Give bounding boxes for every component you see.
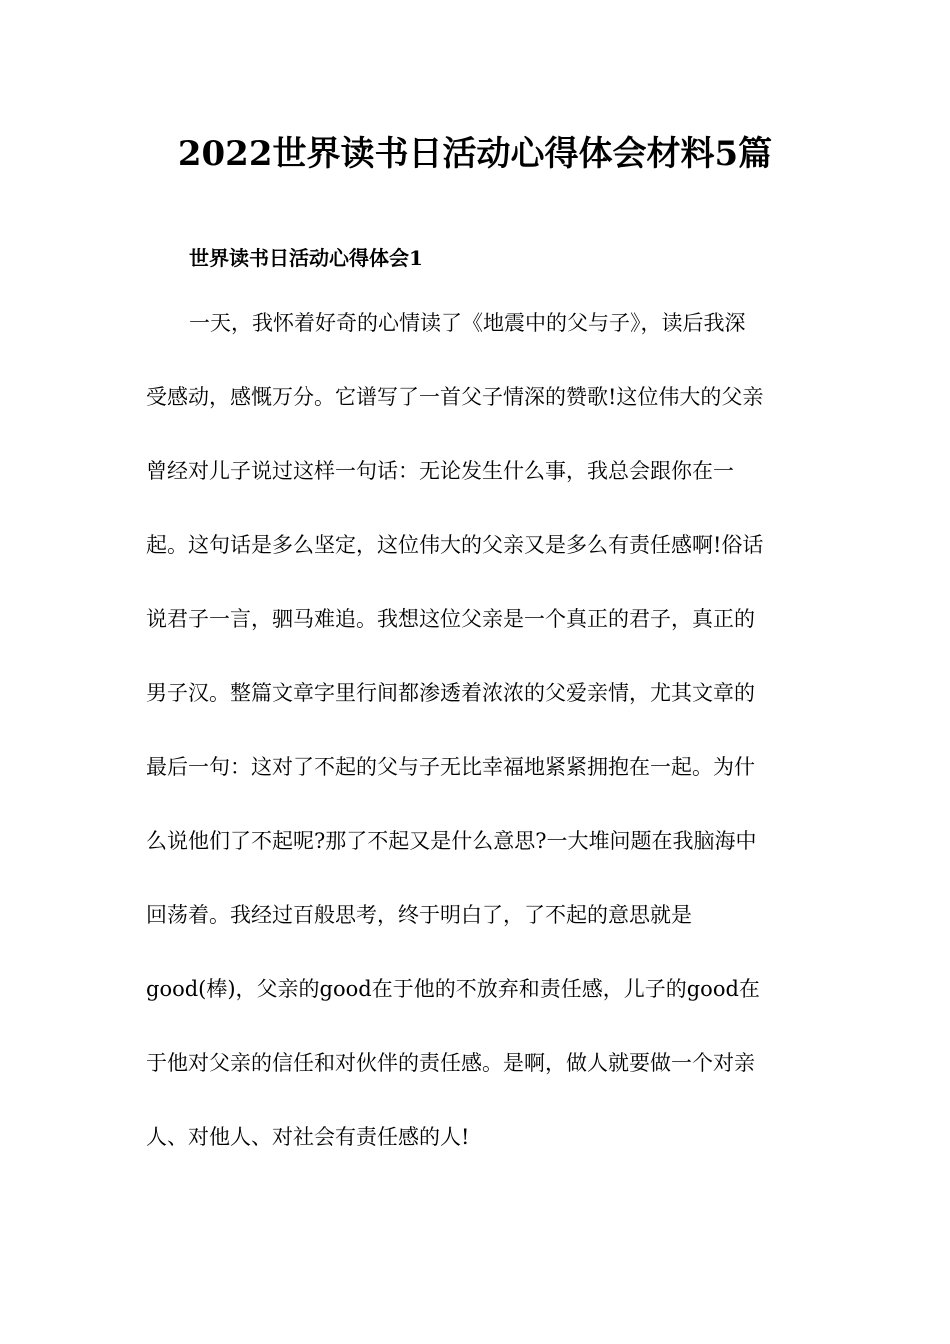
paragraph-line: 于他对父亲的信任和对伙伴的责任感。是啊，做人就要做一个对亲 <box>146 1051 755 1075</box>
paragraph-line: 男子汉。整篇文章字里行间都渗透着浓浓的父爱亲情，尤其文章的 <box>146 681 755 705</box>
section-heading: 世界读书日活动心得体会1 <box>189 246 423 270</box>
section-body <box>146 300 826 1188</box>
paragraph-line: 最后一句：这对了不起的父与子无比幸福地紧紧拥抱在一起。为什 <box>146 755 755 779</box>
paragraph-line: 么说他们了不起呢?那了不起又是什么意思?一大堆问题在我脑海中 <box>146 829 757 853</box>
paragraph-line: 曾经对儿子说过这样一句话：无论发生什么事，我总会跟你在一 <box>146 459 734 483</box>
paragraph-line: 一天，我怀着好奇的心情读了《地震中的父与子》，读后我深 <box>189 311 746 335</box>
paragraph-line: good(棒)，父亲的good在于他的不放弃和责任感，儿子的good在 <box>146 977 760 1001</box>
paragraph-line: 人、对他人、对社会有责任感的人! <box>146 1125 470 1149</box>
paragraph-line: 受感动，感慨万分。它谱写了一首父子情深的赞歌!这位伟大的父亲 <box>146 385 764 409</box>
paragraph-line: 说君子一言，驷马难追。我想这位父亲是一个真正的君子，真正的 <box>146 607 755 631</box>
paragraph-line: 起。这句话是多么坚定，这位伟大的父亲又是多么有责任感啊!俗话 <box>146 533 764 557</box>
paragraph-line: 回荡着。我经过百般思考，终于明白了，了不起的意思就是 <box>146 903 692 927</box>
document-title: 2022世界读书日活动心得体会材料5篇 <box>177 134 773 174</box>
